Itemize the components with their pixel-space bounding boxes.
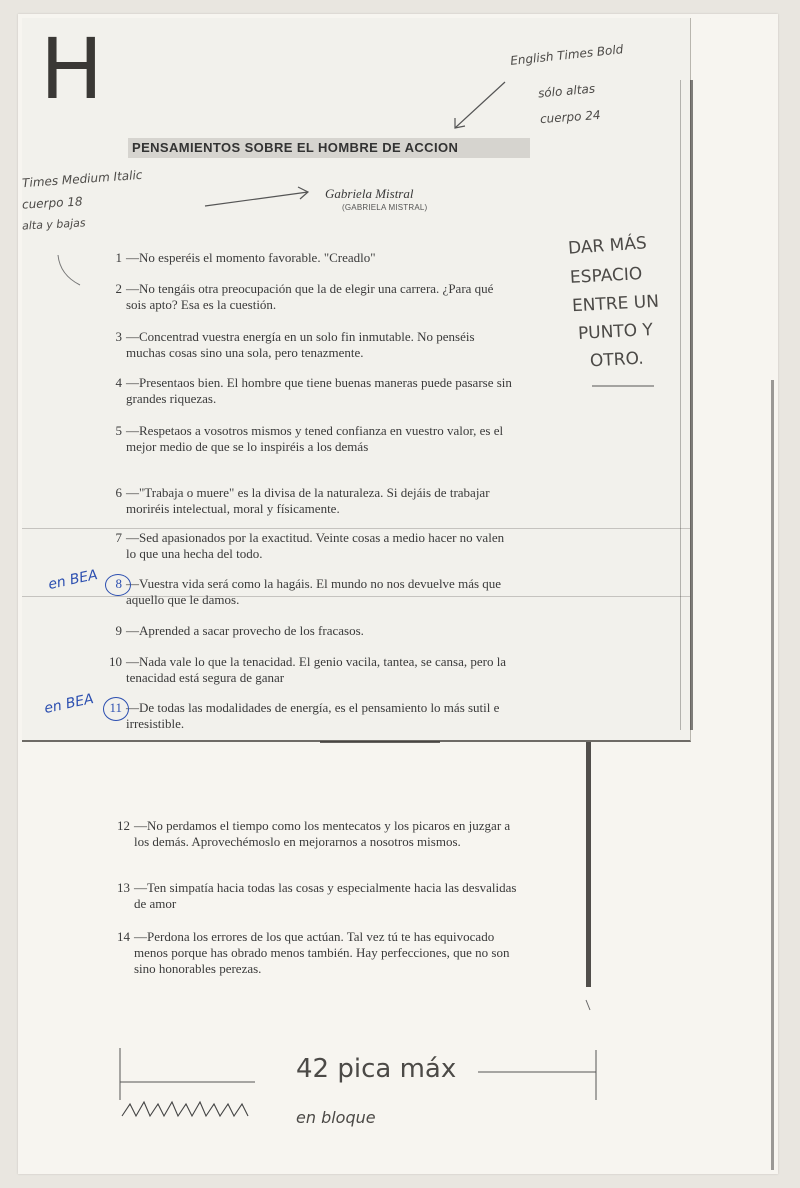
circle-mark-11 (103, 697, 129, 721)
handwritten-note-left-font: Times Medium Italic (21, 167, 143, 191)
scan-line-mid (586, 742, 591, 987)
handwritten-margin-note-11: en BEA (42, 690, 96, 718)
item-text: —No tengáis otra preocupación que la de elegir una carrera. ¿Para qué sois apto? Esa es la cuestión. (126, 281, 494, 312)
item-text: —Ten simpatía hacia todas las cosas y especialmente hacia las desvalidas de amor (134, 880, 517, 911)
item-number: 12 (117, 818, 130, 833)
handwritten-margin-note-8: en BEA (46, 566, 100, 594)
bottom-rule (320, 741, 440, 743)
item-number: 2 (115, 281, 122, 296)
item-number: 1 (115, 250, 122, 265)
handwritten-note-caps: sólo altas (537, 81, 596, 101)
handwritten-spacing-note-5: OTRO. (589, 348, 645, 372)
scan-line-right-2 (680, 80, 681, 730)
handwritten-block-note: en bloque (296, 1108, 376, 1127)
item-text: —Vuestra vida será como la hagáis. El mundo no nos devuelve más que aquello que le damos. (126, 576, 502, 607)
handwritten-spacing-note-3: ENTRE UN (571, 291, 660, 317)
item-text: —Nada vale lo que la tenacidad. El genio vacila, tantea, se cansa, pero la tenacidad está segura de ganar (126, 654, 507, 685)
document-title: PENSAMIENTOS SOBRE EL HOMBRE DE ACCION (128, 138, 530, 158)
item-number: 7 (115, 530, 122, 545)
item-text: —No esperéis el momento favorable. "Creadlo" (126, 250, 376, 265)
handwritten-note-size: cuerpo 24 (539, 107, 601, 127)
author-subtitle: (GABRIELA MISTRAL) (342, 203, 428, 212)
item-number: 14 (117, 929, 130, 944)
handwritten-note-left-size: cuerpo 18 (21, 194, 83, 212)
item-text: —Presentaos bien. El hombre que tiene buenas maneras puede pasarse sin grandes riquezas. (126, 375, 512, 406)
item-number: 4 (115, 375, 122, 390)
item-number: 6 (115, 485, 122, 500)
item-number: 10 (109, 654, 122, 669)
handwritten-note-left-case: alta y bajas (21, 216, 86, 233)
scan-line-edge (771, 380, 774, 1170)
fold-line-1 (22, 528, 690, 529)
scan-line-right (690, 80, 693, 730)
handwritten-top-mark: H (40, 20, 104, 118)
handwritten-width-note: 42 pica máx (296, 1054, 457, 1084)
item-text: —De todas las modalidades de energía, es el pensamiento lo más sutil e irresistible. (126, 700, 500, 731)
item-text: —Respetaos a vosotros mismos y tened confianza en vuestro valor, es el mejor medio de que se lo inspiréis a los demás (126, 423, 504, 454)
item-text: —Aprended a sacar provecho de los fracasos. (126, 623, 364, 638)
item-text: —No perdamos el tiempo como los mentecatos y los picaros en juzgar a los demás. Aprovechémoslo en mejorarnos a nosotros mismos. (134, 818, 511, 849)
item-number: 13 (117, 880, 130, 895)
item-number: 9 (115, 623, 122, 638)
handwritten-note-font: English Times Bold (509, 42, 624, 68)
author-name: Gabriela Mistral (325, 186, 414, 201)
handwritten-spacing-note-2: ESPACIO (569, 264, 643, 288)
item-number: 11 (109, 700, 122, 715)
item-text: —Concentrad vuestra energía en un solo fin inmutable. No penséis muchas cosas sino una sola, pero tenazmente. (126, 329, 475, 360)
item-text: —Perdona los errores de los que actúan. Tal vez tú te has equivocado menos porque has obrado menos también. Hay perfecciones, que no son sino honorables perezas. (134, 929, 510, 976)
item-number: 8 (115, 576, 122, 591)
item-text: —Sed apasionados por la exactitud. Veinte cosas a medio hacer no valen lo que una hecha del todo. (126, 530, 505, 561)
handwritten-spacing-note-1: DAR MÁS (567, 233, 648, 259)
item-number: 3 (115, 329, 122, 344)
circle-mark-8 (105, 574, 131, 596)
item-text: —"Trabaja o muere" es la divisa de la naturaleza. Si dejáis de trabajar moriréis intelectual, moral y físicamente. (126, 485, 490, 516)
item-number: 5 (115, 423, 122, 438)
handwritten-spacing-note-4: PUNTO Y (577, 320, 654, 344)
